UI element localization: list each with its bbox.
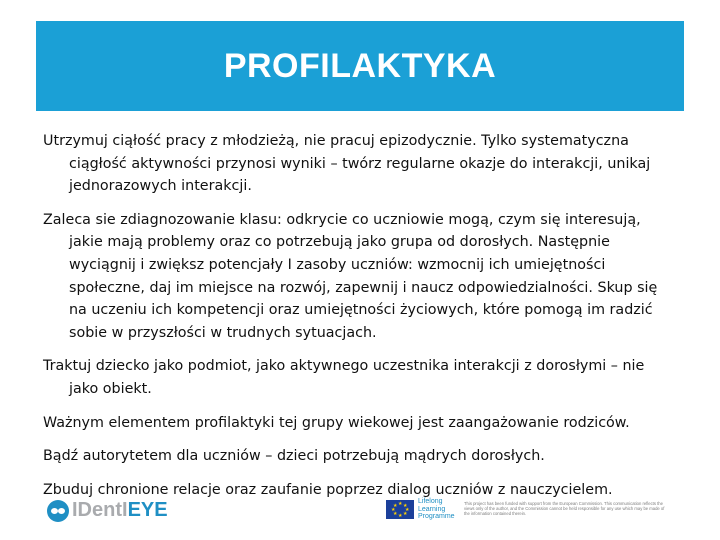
footer [0,492,720,532]
identi-eye-logo [72,499,168,522]
title-banner [36,21,684,111]
paragraph-diagnosis: Zaleca sie zdiagnozowanie klasu: odkrycie co uczniowie mogą, czym się interesują, jakie mają problemy oraz co potrzebują jako grupa od dorosłych. Następnie wyciągnij i zwiększ potencjały I zasoby uczniów: wzmocnij ich umiejętności społeczne, daj im miejsce na rozwój, zapewnij i naucz odpowiedzialności. Skup się na uczeniu ich kompetencji oraz umiejętności życiowych, które pomogą im radzić sobie w przyszłości w trudnych sytuacjach. [43,211,658,341]
paragraph-authority: Bądź autorytetem dla uczniów – dzieci potrzebują mądrych dorosłych. [43,448,545,465]
page-title: PROFILAKTYKA [223,46,497,85]
eu-flag-icon: ★ ★ ★ ★ ★ ★ ★ ★ [386,500,414,519]
paragraph-relations: Zbuduj chronione relacje oraz zaufanie poprzez dialog uczniów z nauczycielem. [43,481,613,498]
paragraph-continuity: Utrzymuj ciąłość pracy z młodzieżą, nie pracuj epizodycznie. Tylko systematyczna ciągłość aktywności przynosi wyniki – twórz regularne okazje do interakcji, unikaj jednorazowych interakcji. [43,133,651,195]
logo-text-accent: EYE [127,499,168,521]
body-content [43,130,673,512]
paragraph-parents: Ważnym elementem profilaktyki tej grupy wiekowej jest zaangażowanie rodziców. [43,414,630,431]
lifelong-learning-label: Lifelong Learning Programme [418,498,455,520]
identi-eye-logo-icon [47,500,69,522]
paragraph-subject: Traktuj dziecko jako podmiot, jako aktywnego uczestnika interakcji z dorosłymi – nie jako obiekt. [43,358,645,397]
logo-text-primary: IDentI [72,499,128,521]
eu-disclaimer: This project has been funded with support from the European Commission. This communication reflects the views only of the author, and the Commission cannot be held responsible for any use which may be made of the information contained therein. [464,501,665,516]
